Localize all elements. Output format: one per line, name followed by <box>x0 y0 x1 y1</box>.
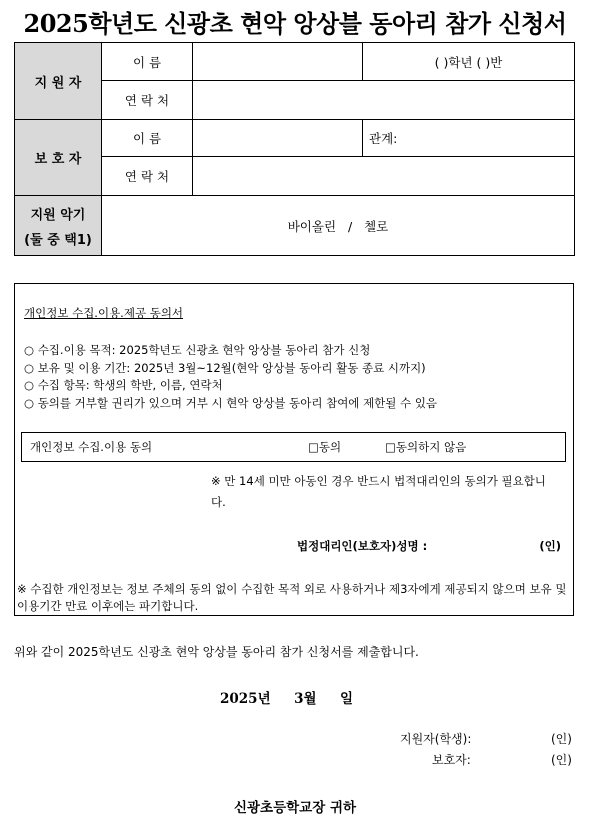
minor-note: ※ 만 14세 미만 아동인 경우 반드시 법적대리인의 동의가 필요합니다. <box>211 474 546 509</box>
applicant-name-field[interactable] <box>193 43 363 81</box>
applicant-signature-label: 지원자(학생): <box>400 732 472 746</box>
legal-rep-signature[interactable] <box>297 538 561 554</box>
applicant-seal[interactable]: (인) <box>551 732 572 746</box>
consent-item: ○ 수집 항목: 학생의 학반, 이름, 연락처 <box>24 378 223 392</box>
instrument-category-line2: (둘 중 택1) <box>24 232 92 248</box>
instrument-category-line1: 지원 악기 <box>30 207 86 223</box>
applicant-name-label: 이 름 <box>102 43 193 81</box>
guardian-contact-label: 연 락 처 <box>102 157 193 196</box>
guardian-category: 보 호 자 <box>15 120 102 196</box>
consent-items <box>24 342 437 412</box>
legal-rep-seal: (인) <box>539 539 561 553</box>
consent-item: ○ 수집.이용 목적: 2025학년도 신광초 현악 앙상블 동아리 참가 신청 <box>24 343 371 357</box>
applicant-contact-label: 연 락 처 <box>102 81 193 120</box>
agree-checkbox[interactable]: □동의 <box>308 440 342 454</box>
instrument-category <box>15 196 102 256</box>
guardian-seal[interactable]: (인) <box>551 753 572 767</box>
applicant-category: 지 원 자 <box>15 43 102 120</box>
guardian-name-label: 이 름 <box>102 120 193 157</box>
consent-item: ○ 보유 및 이용 기간: 2025년 3월~12월(현악 앙상블 동아리 활동 종료 시까지) <box>24 360 426 375</box>
instrument-options[interactable]: 바이올린 / 첼로 <box>102 196 575 256</box>
guardian-relation-field[interactable]: 관계: <box>363 120 575 157</box>
guardian-signature-label: 보호자: <box>432 753 471 767</box>
form-title: 2025학년도 신광초 현악 앙상블 동아리 참가 신청서 <box>23 9 567 38</box>
consent-box <box>14 283 574 616</box>
agreement-row <box>21 432 566 462</box>
applicant-grade-class-field[interactable]: ( )학년 ( )반 <box>363 43 575 81</box>
consent-item: ○ 동의를 거부할 권리가 있으며 거부 시 현악 앙상블 동아리 참여에 제한될 수 있음 <box>24 395 438 410</box>
guardian-name-field[interactable] <box>193 120 363 157</box>
legal-rep-label: 법정대리인(보호자)성명 : <box>297 539 428 553</box>
guardian-contact-field[interactable] <box>193 157 575 196</box>
consent-title: 개인정보 수집.이용.제공 동의서 <box>24 306 184 320</box>
submission-date: 2025년 3월 일 <box>220 691 354 707</box>
submission-statement: 위와 같이 2025학년도 신광초 현악 앙상블 동아리 참가 신청서를 제출합니다. <box>14 645 419 659</box>
addressee: 신광초등학교장 귀하 <box>233 800 357 816</box>
agreement-label: 개인정보 수집.이용 동의 <box>30 440 153 454</box>
applicant-contact-field[interactable] <box>193 81 575 120</box>
application-table <box>14 42 575 256</box>
disagree-checkbox[interactable]: □동의하지 않음 <box>385 440 467 454</box>
privacy-note: ※ 수집한 개인정보는 정보 주체의 동의 없이 수집한 목적 외로 사용하거나 제3자에게 제공되지 않으며 보유 및 이용기간 만료 이후에는 파기합니다. <box>17 582 567 613</box>
